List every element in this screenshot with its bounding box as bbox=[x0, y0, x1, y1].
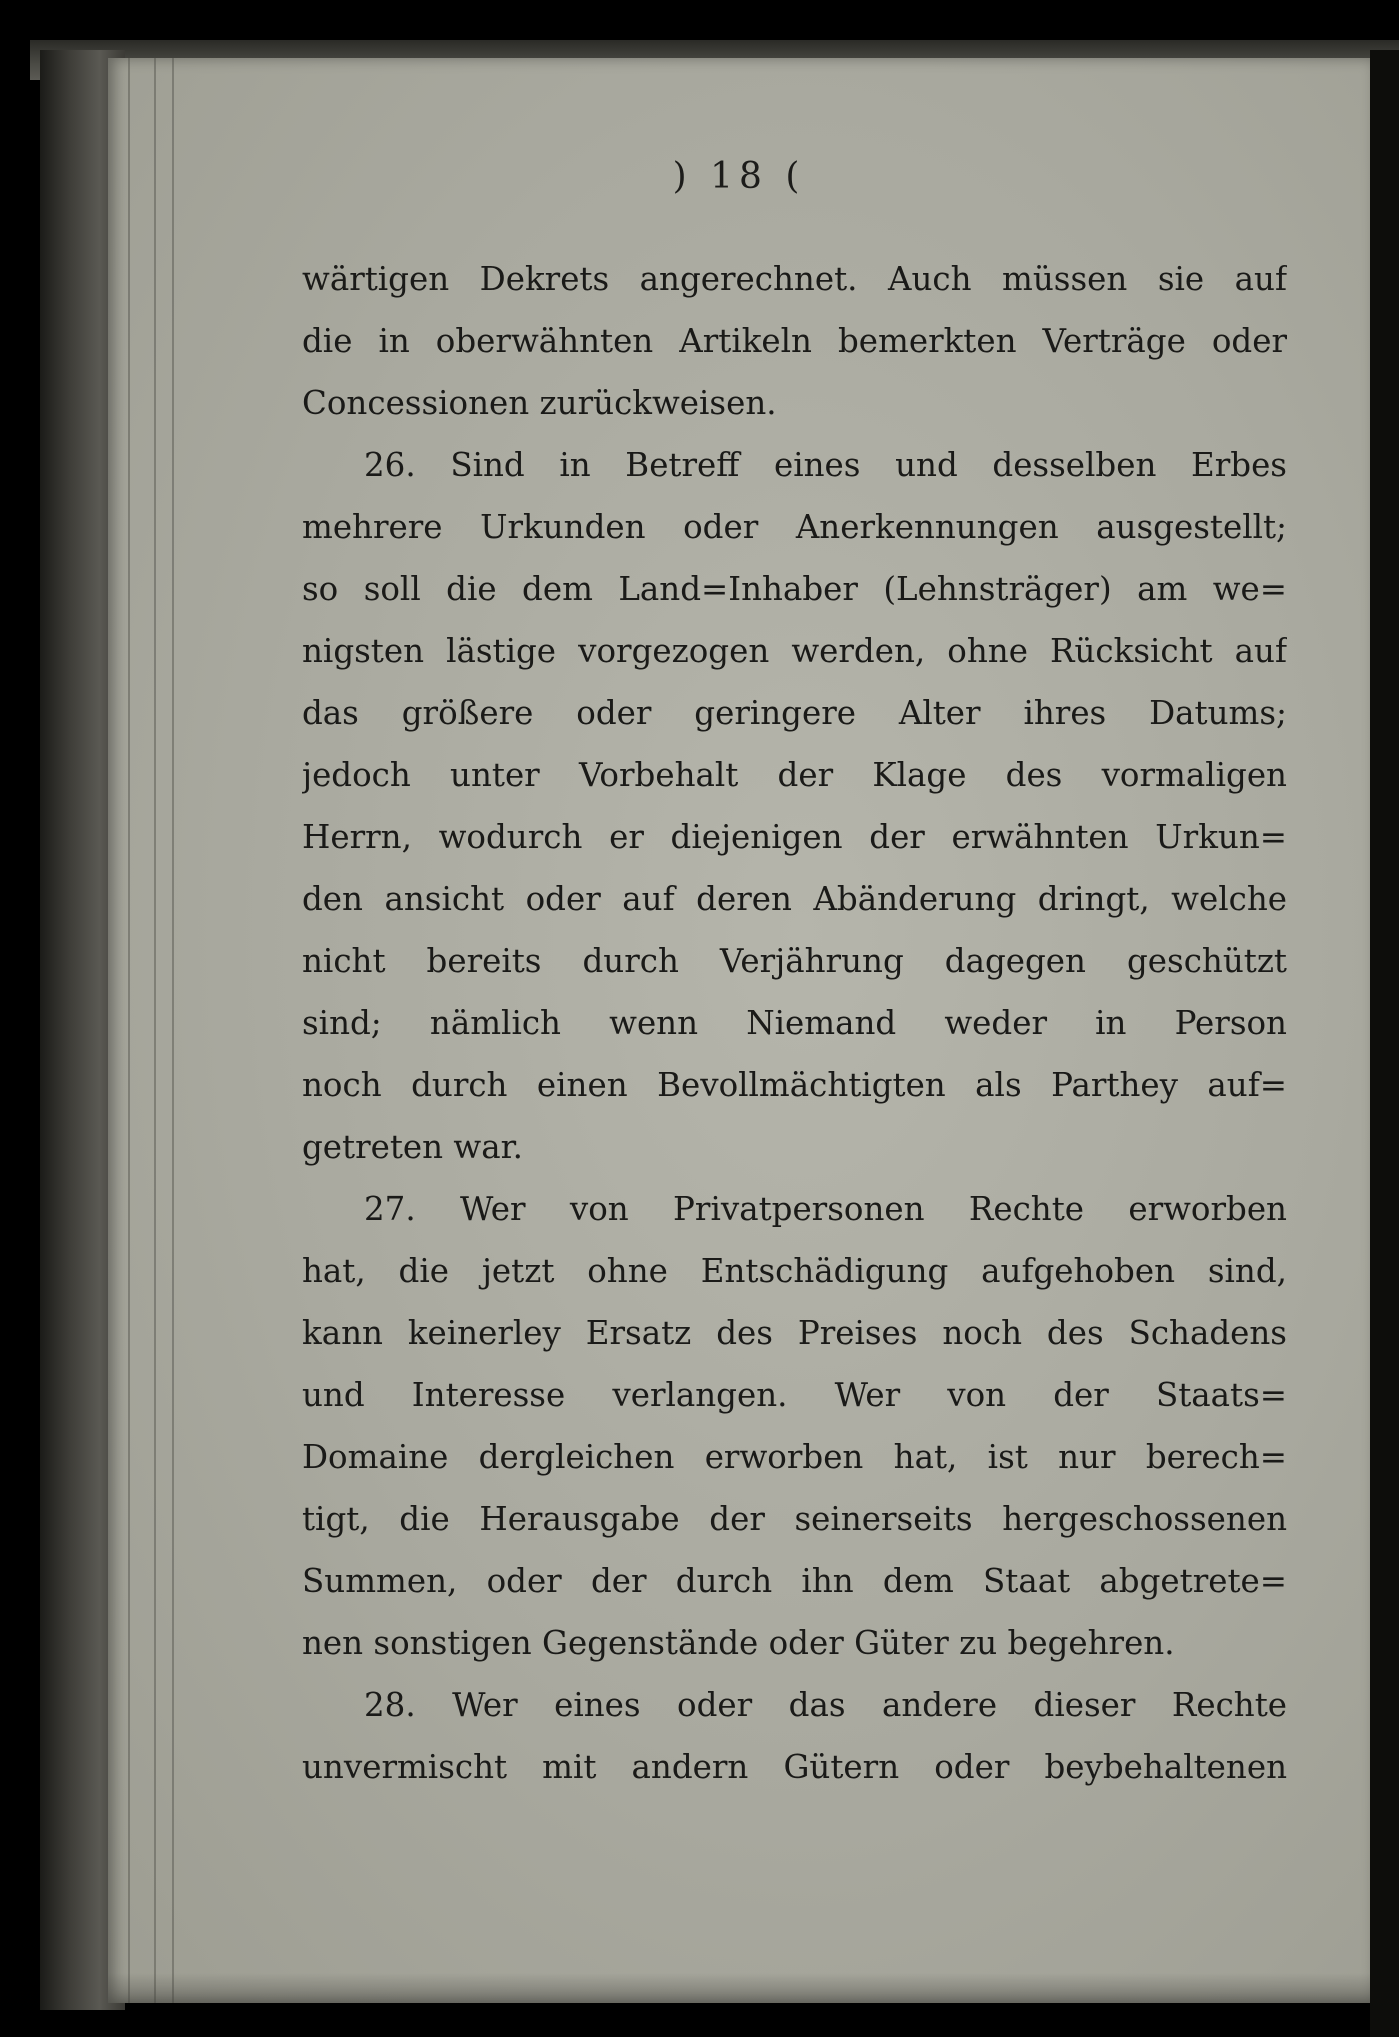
page-edge-line bbox=[128, 58, 130, 2003]
page-bottom-shadow bbox=[108, 1973, 1370, 2003]
text-line: Herrn, wodurch er diejenigen der erwähnten Urkun= bbox=[302, 818, 1287, 856]
text-line: unvermischt mit andern Gütern oder beybehaltenen bbox=[302, 1748, 1287, 1786]
text-line: jedoch unter Vorbehalt der Klage des vormaligen bbox=[302, 756, 1287, 794]
text-line: Concessionen zurückweisen. bbox=[302, 384, 777, 422]
body-text bbox=[302, 248, 1287, 1798]
text-line: noch durch einen Bevollmächtigten als Parthey auf= bbox=[302, 1066, 1287, 1104]
text-line: kann keinerley Ersatz des Preises noch des Schadens bbox=[302, 1314, 1287, 1352]
text-line: getreten war. bbox=[302, 1128, 523, 1166]
text-line: Summen, oder der durch ihn dem Staat abgetrete= bbox=[302, 1562, 1287, 1600]
text-line: mehrere Urkunden oder Anerkennungen ausgestellt; bbox=[302, 508, 1287, 546]
book-cover-right-edge bbox=[1370, 50, 1399, 2037]
text-line: sind; nämlich wenn Niemand weder in Person bbox=[302, 1004, 1287, 1042]
text-line: und Interesse verlangen. Wer von der Staats= bbox=[302, 1376, 1287, 1414]
text-line: das größere oder geringere Alter ihres Datums; bbox=[302, 694, 1287, 732]
text-line: so soll die dem Land=Inhaber (Lehnsträger) am we= bbox=[302, 570, 1287, 608]
text-line: 27. Wer von Privatpersonen Rechte erworben bbox=[364, 1190, 1287, 1228]
page-edge-line bbox=[172, 58, 174, 2003]
text-line: 28. Wer eines oder das andere dieser Rechte bbox=[364, 1686, 1287, 1724]
text-line: hat, die jetzt ohne Entschädigung aufgehoben sind, bbox=[302, 1252, 1287, 1290]
text-line: nen sonstigen Gegenstände oder Güter zu begehren. bbox=[302, 1624, 1175, 1662]
text-line: tigt, die Herausgabe der seinerseits hergeschossenen bbox=[302, 1500, 1287, 1538]
page-number-header: ) 18 ( bbox=[672, 156, 806, 197]
text-line: den ansicht oder auf deren Abänderung dringt, welche bbox=[302, 880, 1287, 918]
text-line: nicht bereits durch Verjährung dagegen geschützt bbox=[302, 942, 1287, 980]
text-line: nigsten lästige vorgezogen werden, ohne Rücksicht auf bbox=[302, 632, 1287, 670]
text-line: die in oberwähnten Artikeln bemerkten Verträge oder bbox=[302, 322, 1287, 360]
text-line: wärtigen Dekrets angerechnet. Auch müssen sie auf bbox=[302, 260, 1287, 298]
text-line: 26. Sind in Betreff eines und desselben Erbes bbox=[364, 446, 1287, 484]
text-line: Domaine dergleichen erworben hat, ist nur berech= bbox=[302, 1438, 1287, 1476]
page-edge-line bbox=[154, 58, 156, 2003]
